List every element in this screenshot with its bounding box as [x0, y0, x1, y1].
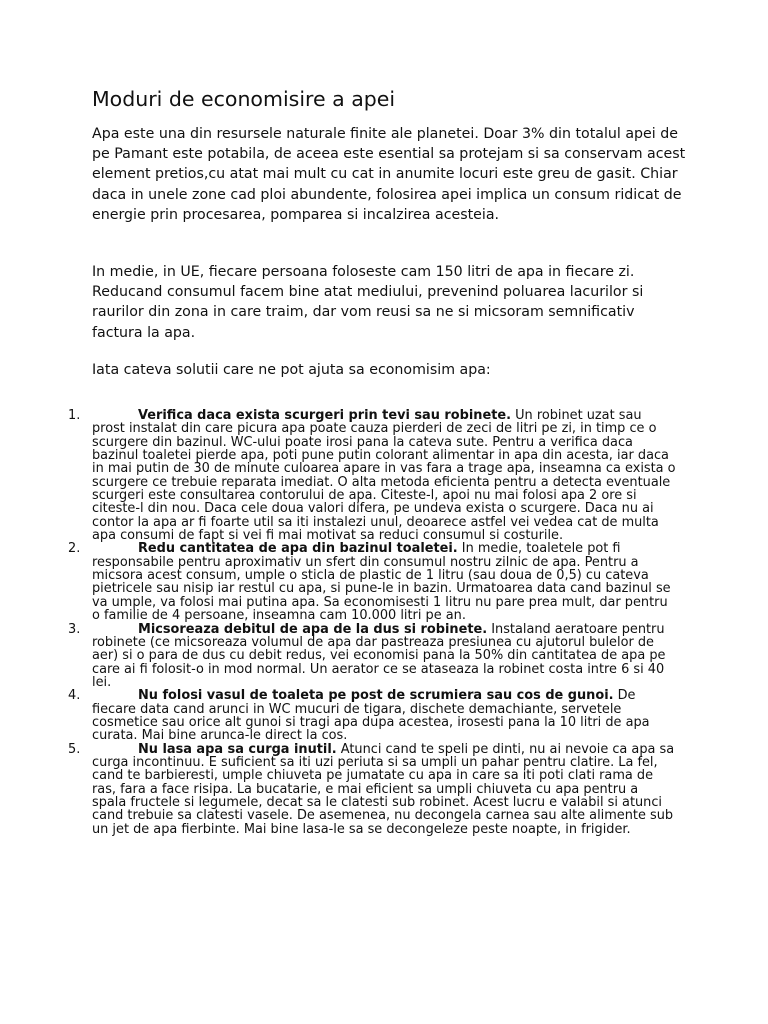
solutions-intro-paragraph: Iata cateva solutii care ne pot ajuta sa economisim apa: — [92, 362, 491, 378]
document-title: Moduri de economisire a apei — [92, 87, 396, 111]
list-item-number: 5. — [68, 741, 81, 757]
list-item-number: 1. — [68, 408, 81, 423]
list-item-heading: Verifica daca exista scurgeri prin tevi sau robinete. — [138, 408, 512, 423]
list-item-heading: Nu folosi vasul de toaleta pe post de scrumiera sau cos de gunoi. — [138, 688, 614, 704]
list-item-body: Atunci cand te speli pe dinti, nu ai nevoie ca apa sa curga incontinuu. E suficient sa iti uzi periuta si sa umpli un pahar pentru clatire. La fel, cand te barbieresti, umple chiuveta pe jumatate cu apa in care sa iti poti clati rama de ras, fara a face risipa. La bucatarie, e mai eficient sa umpli chiuveta cu apa pentru a spala fructele si legumele, decat sa le clatesti sub robinet. Acest lucru e valabil si atunci cand trebuie sa clatesti vasele. De asemenea, nu decongela carnea sau alte alimente sub un jet de apa fierbinte. Mai bine lasa-le sa se decongeleze peste noapte, in frigider. — [92, 741, 675, 837]
list-item-heading: Nu lasa apa sa curga inutil. — [138, 741, 337, 757]
list-item-body: Un robinet uzat sau prost instalat din care picura apa poate cauza pierderi de zeci de litri pe zi, in timp ce o scurgere din bazinul. WC-ului poate irosi pana la cateva sute. Pentru a verifica daca bazinul toaletei pierde apa, poti pune putin colorant alimentar in apa din acesta, iar daca in mai putin de 30 de minute culoarea apare in vas fara a trage apa, inseamna ca exista o scurgere ce trebuie reparata imediat. O alta metoda eficienta pentru a detecta eventuale scurgeri este consultarea contorului de apa. Citeste-l, apoi nu mai folosi apa 2 ore si citeste-l din nou. Daca cele doua valori difera, pe undeva exista o scurgere. Daca nu ai contor la apa ar fi foarte util sa iti instalezi unul, deoarece astfel vei vedea cat de multa apa consumi de fapt si vei fi mai motivat sa reduci consumul si costurile. — [92, 408, 676, 544]
list-item — [0, 623, 676, 690]
list-item-body: In medie, toaletele pot fi responsabile pentru aproximativ un sfert din consumul nostru zilnic de apa. Pentru a micsora acest consum, umple o sticla de plastic de 1 litru (sau doua de 0,5) cu cateva pietricele sau nisip iar restul cu apa, si pune-le in bazin. Urmatoarea data cand bazinul se va umple, va folosi mai putina apa. Sa economisesti 1 litru nu pare prea mult, dar pentru o familie de 4 persoane, inseamna cam 10.000 litri pe an. — [92, 541, 671, 624]
water-saving-steps-list — [0, 409, 768, 836]
list-item — [0, 542, 676, 622]
list-item-body: De fiecare data cand arunci in WC mucuri de tigara, dischete demachiante, servetele cosmetice sau orice alt gunoi si tragi apa dupa acestea, irosesti pana la 10 litri de apa curata. Mai bine arunca-le direct la cos. — [92, 688, 650, 744]
list-item-heading: Micsoreaza debitul de apa de la dus si robinete. — [138, 621, 488, 637]
list-item-number: 2. — [68, 541, 81, 557]
intro-paragraph: Apa este una din resursele naturale finite ale planetei. Doar 3% din totalul apei de pe Pamant este potabila, de aceea este esential sa protejam si sa conservam acest element pretios,cu atat mai mult cu cat in anumite locuri este greu de gasit. Chiar daca in unele zone cad ploi abundente, folosirea apei implica un consum ridicat de energie prin procesarea, pomparea si incalzirea acesteia. — [92, 126, 686, 223]
list-item-body: Instaland aeratoare pentru robinete (ce micsoreaza volumul de apa dar pastreaza presiunea cu ajutorul bulelor de aer) si o para de dus cu debit redus, vei economisi pana la 50% din cantitatea de apa pe care ai fi folosit-o in mod normal. Un aerator ce se ataseaza la robinet costa intre 6 si 40 lei. — [92, 621, 666, 690]
list-item-number: 4. — [68, 688, 81, 704]
list-item — [0, 409, 676, 542]
list-item-heading: Redu cantitatea de apa din bazinul toaletei. — [138, 541, 458, 557]
list-item-number: 3. — [68, 621, 81, 637]
list-item — [0, 689, 676, 742]
consumption-paragraph: In medie, in UE, fiecare persoana foloseste cam 150 litri de apa in fiecare zi. Reducand consumul facem bine atat mediului, prevenind poluarea lacurilor si raurilor din zona in care traim, dar vom reusi sa ne si micsoram semnificativ factura la apa. — [92, 264, 644, 341]
list-item — [0, 743, 676, 836]
